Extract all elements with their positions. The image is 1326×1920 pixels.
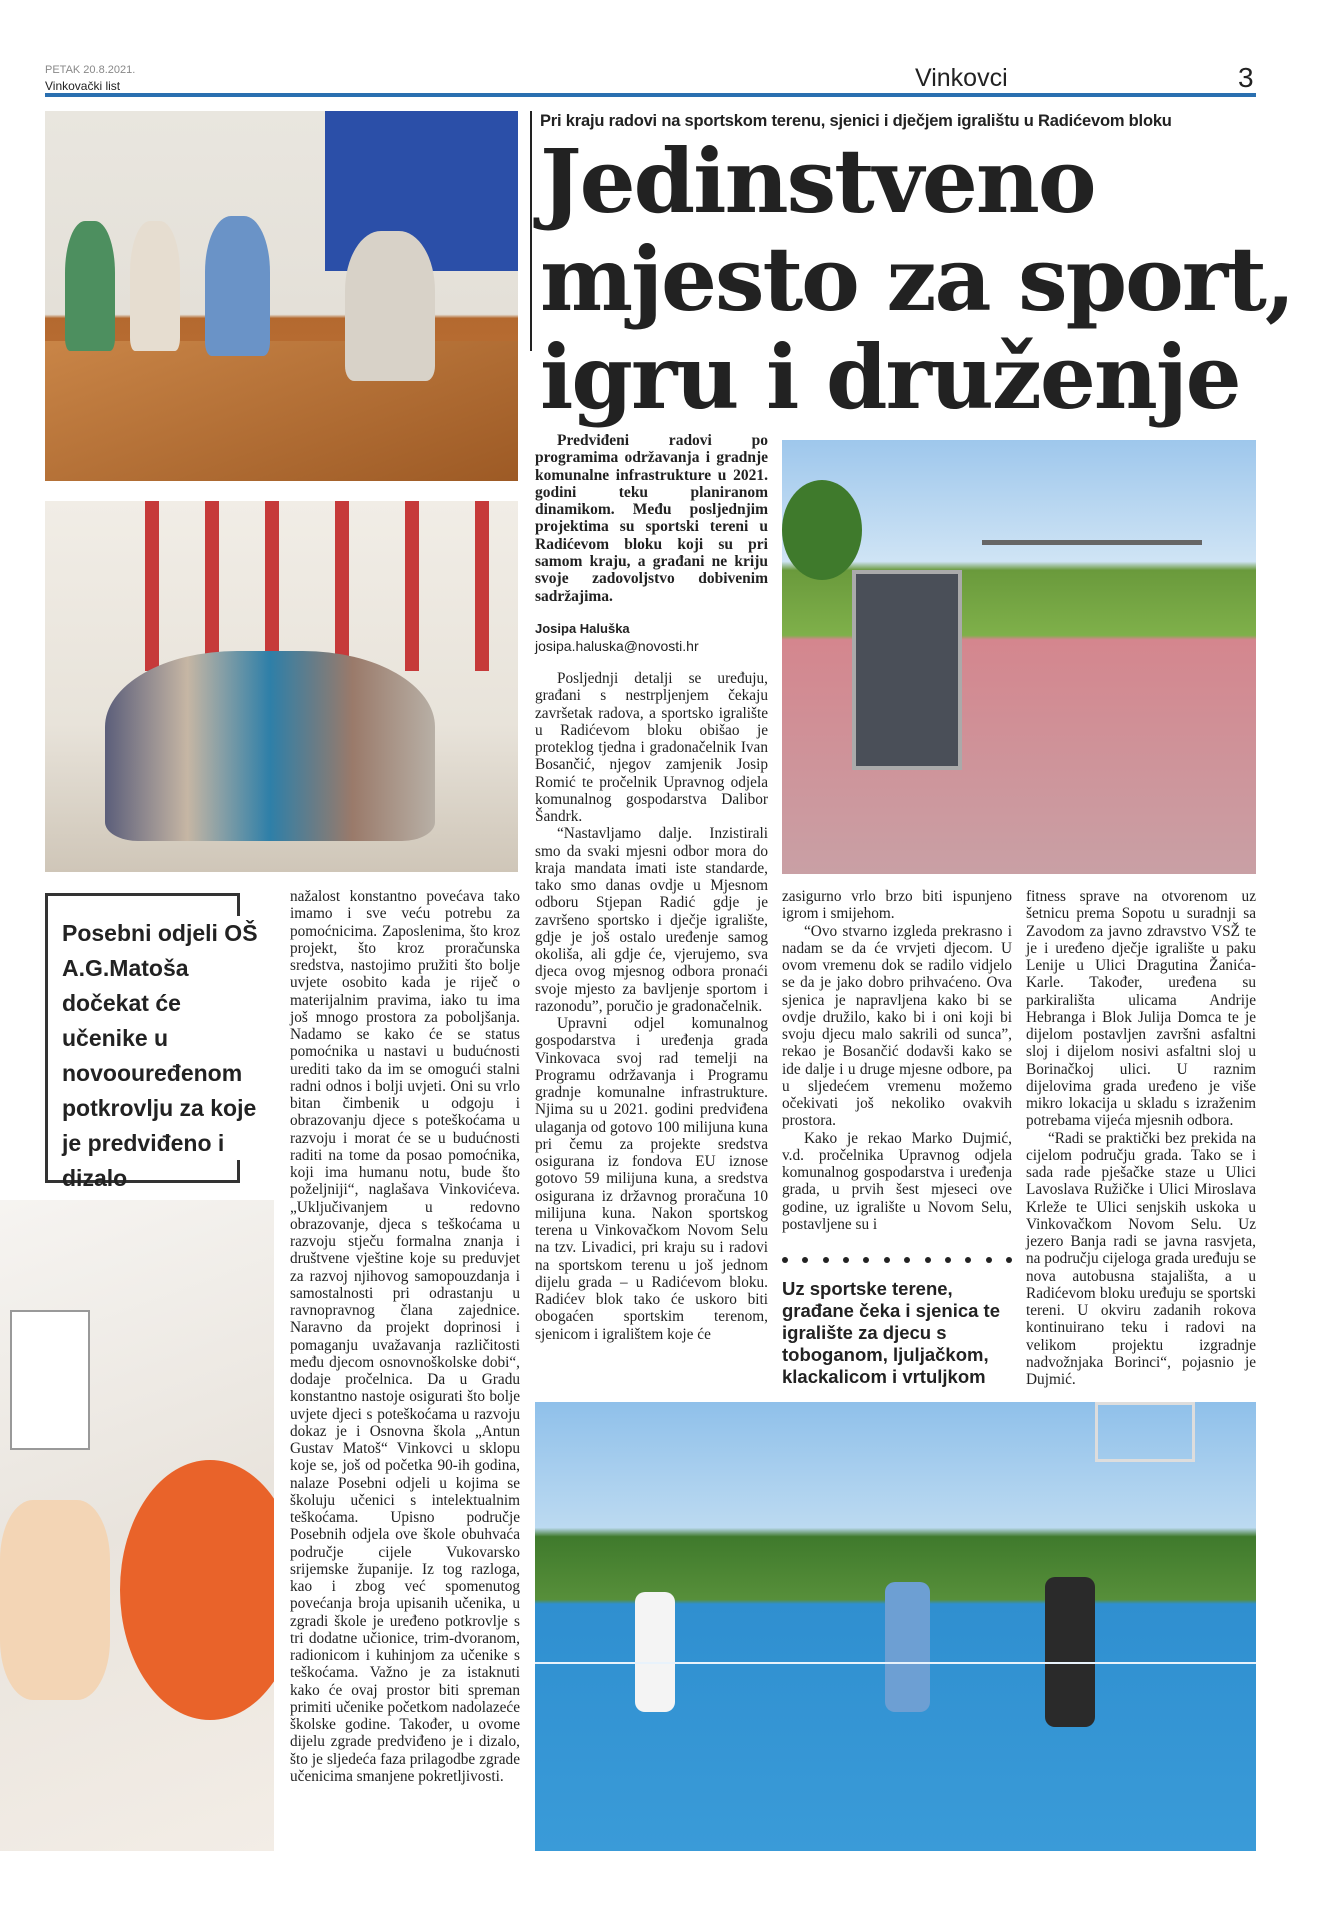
curtain bbox=[405, 501, 419, 671]
paragraph: Upravni odjel komunalnog gospodarstva i uređenja grada Vinkovaca svoj rad temelji na Programu održavanja i Programu gradnje komunalne infrastrukture. Njima su u 2021. godini predviđena ulaganja od gotovo 100 milijuna kuna pri čemu za projekte sredstva osigurana iz fondova EU iznose gotovo 59 milijuna kuna, a sredstva osigurana iz državnog proračuna 10 milijuna kuna. Nakon sportskog terena u Vinkovačkom Novom Selu na tzv. Livadici, pri kraju su i radovi na sportskom terenu u još jednom dijelu grada – u Radićevom bloku. Radićev blok tako će uskoro biti obogaćen sportskim terenom, sjenicom i igralištem koje će bbox=[535, 1015, 768, 1343]
person bbox=[205, 216, 270, 356]
paragraph: nažalost konstantno povećava tako imamo i sve veću potrebu za pomoćnicima. Zaposlenima, što kroz projekt, što kroz proračunska sredstva, nastojimo pružiti što bolje uvjete osobito kada je riječ o materijalnim pravima, iako tu ima još mnogo prostora za poboljšanja. Nadamo se kako će se status pomoćnika u nastavi u budućnosti urediti tako da im se omogući stalni radni odnos i bolji uvjeti. Oni su vrlo bitan čimbenik u odgoju i obrazovanju djece s poteškoćama u razvoju i morat će se u budućnosti raditi na tome da posao pomoćnika, koji ima humanu notu, bude što poželjniji“, naglašava Vinkovićeva. „Uključivanjem u redovno obrazovanje, djeca s teškoćama u razvoju stječu formalna znanja i društvene vještine koje su preduvjet za razvoj njihovog samopouzdanja i samostalnosti pri odrastanju u ravnopravnog člana zajednice. Naravno da projekt doprinosi i pomaganju uvažavanja različitosti među djecom osnovnoškolske dobi“, dodaje pročelnica. Da u Gradu konstantno nastoje osigurati što bolje uvjete djeci s poteškoćama u razvoju dokaz je i Osnovna škola „Antun Gustav Matoš“ Vinkovci u sklopu koje se, još od početka 90-ih godina, nalaze Posebni odjeli u kojima se školuju učenici s intelektualnim teškoćama. Upisno područje Posebnih odjela ove škole obuhvaća područje cijele Vukovarsko srijemske županije. Iz tog razloga, kao i zbog već spomenutog povećanja broja upisanih učenika, u zgradi škole je uređeno potkrovlje s tri dodatne učionice, trim-dvoranom, radionicom i kuhinjom za učenike s teškoćama. Važno je za istaknuti kako će ovaj prostor biti spreman primiti učenike početkom nadolazeće školske godine. Također, u ovome dijelu zgrade predviđeno je i dizalo, što je sljedeća faza prilagodbe zgrade učenicima smanjene pokretljivosti. bbox=[290, 888, 520, 1785]
paragraph: Posljednji detalji se uređuju, građani s nestrpljenjem čekaju završetak radova, a sportsko igralište u Radićevom bloku obišao je proteklog tjedna i gradonačelnik Ivan Bosančić, njegov zamjenik Josip Romić te pročelnik Upravnog odjela komunalnog gospodarstva Dalibor Šandrk. bbox=[535, 670, 768, 825]
subheading: Uz sportske terene, građane čeka i sjenica te igralište za djecu s toboganom, ljuljačkom, klackalicom i vrtuljkom bbox=[782, 1278, 1001, 1387]
photo-meeting bbox=[45, 111, 518, 481]
dotted-divider bbox=[782, 1257, 1012, 1263]
climbing-wall bbox=[852, 570, 962, 770]
person bbox=[345, 231, 435, 381]
person bbox=[1045, 1577, 1095, 1727]
lead-paragraph: Predviđeni radovi po programima održavanja i gradnje komunalne infrastrukture u 2021. godini teku planiranom dinamikom. Među posljednjim projektima su sportski tereni u Radićevom bloku koji su pri samom kraju, a građani ne kriju svoje zadovoljstvo dobivenim sadržajima. bbox=[535, 432, 768, 605]
header-rule bbox=[45, 93, 1256, 97]
pull-quote-frame bbox=[45, 893, 258, 1191]
headline bbox=[540, 129, 1294, 429]
person bbox=[635, 1592, 675, 1712]
person bbox=[130, 221, 180, 351]
worksheet bbox=[10, 1310, 90, 1450]
headline-line: igru i druženje bbox=[540, 325, 1240, 429]
paragraph: zasigurno vrlo brzo biti ispunjeno igrom i smijehom. bbox=[782, 888, 1012, 923]
photo-sports-court bbox=[535, 1402, 1256, 1851]
article-column-2 bbox=[782, 888, 1012, 1233]
issue-date: PETAK 20.8.2021. bbox=[45, 64, 136, 76]
kicker: Pri kraju radovi na sportskom terenu, sjenici i dječjem igralištu u Radićevom bloku bbox=[540, 112, 1172, 130]
child-hair bbox=[120, 1460, 274, 1720]
paragraph: “Ovo stvarno izgleda prekrasno i nadam se da će vrvjeti djecom. U ovom vremenu dok se radilo vidjelo se da je jako dobro prihvaćeno. Ova sjenica je napravljena kako bi se ovdje družilo, kako bi i oni koji bi svoju djecu malo sakrili od sunca”, rekao je Bosančić dodavši kako se ide dalje i u druge mjesne odbore, pa u sljedećem vremenu možemo očekivati još nekoliko ovakvih prostora. bbox=[782, 922, 1012, 1130]
person bbox=[885, 1582, 930, 1712]
headline-line: mjesto za sport, bbox=[540, 227, 1294, 331]
photo-child-learning bbox=[0, 1200, 274, 1851]
article-column-3 bbox=[1026, 888, 1256, 1388]
paragraph: fitness sprave na otvorenom uz šetnicu prema Sopotu u suradnji sa Zavodom za javno zdravstvo VSŽ te je i uređeno dječje igralište u paku Lenije u Ulici Dragutina Žanića-Karle. Također, uređena su parkirališta ulicama Andrije Hebranga i Blok Julija Domca te je dijelom postavljen završni asfaltni sloj i dijelom nosivi asfaltni sloj u Borinačkoj ulici. U raznim dijelovima grada uređeno je više mikro lokacija u skladu s izraženim potrebama vijeća mjesnih odbora. bbox=[1026, 888, 1256, 1130]
headline-line: Jedinstveno bbox=[540, 129, 1095, 233]
swing-frame bbox=[982, 540, 1202, 545]
side-story-body bbox=[290, 888, 520, 1785]
pull-quote: Posebni odjeli OŠ A.G.Matoša dočekat će učenike u novoouređenom potkrovlju za koje je predviđeno i dizalo bbox=[62, 920, 258, 1191]
curtain bbox=[335, 501, 349, 671]
hand bbox=[0, 1500, 110, 1700]
person bbox=[65, 221, 115, 351]
paragraph: Kako je rekao Marko Dujmić, v.d. pročelnika Upravnog odjela komunalnog gospodarstva i uređenja grada, u prvih šest mjeseci ove godine, uz igralište u Novom Selu, postavljene su i bbox=[782, 1129, 1012, 1233]
court-line bbox=[535, 1662, 1256, 1664]
curtain bbox=[475, 501, 489, 671]
curtain bbox=[205, 501, 219, 671]
tree bbox=[782, 480, 862, 580]
paragraph: “Nastavljamo dalje. Inzistirali smo da svaki mjesni odbor mora do kraja mandata imati iste standarde, tako smo danas ovdje u Mjesnom odboru Stjepan Radić gdje je završeno sportsko i dječje igralište, gdje je još ostalo uređenje samog okoliša, ali gdje će, vjerujemo, sva djeca ovog mjesnog odbora pronaći svoje mjesto za bavljenje sportom i razonodu”, poručio je gradonačelnik. bbox=[535, 825, 768, 1015]
page-number: 3 bbox=[1238, 62, 1254, 93]
section-title: Vinkovci bbox=[915, 64, 1008, 92]
author-email[interactable]: josipa.haluska@novosti.hr bbox=[535, 638, 699, 654]
kicker-rule bbox=[530, 111, 532, 351]
seated-audience bbox=[105, 651, 435, 841]
photo-playground bbox=[782, 440, 1256, 874]
paragraph: “Radi se praktički bez prekida na cijelom području grada. Tako se i sada rade pješačke staze u Ulici Lavoslava Ružičke i Ulici Miroslava Krleže te Ulici senjskih uskoka u Vinkovačkom Novom Selu. Uz jezero Banja radi se javna rasvjeta, na području cijeloga grada uređuju se nova autobusna stajališta, a u Radićevom bloku uređuju se sportski tereni. U okviru zadanih rokova kontinuirano teku i radovi na velikom projektu izgradnje nadvožnjaka Borinci“, pojasnio je Dujmić. bbox=[1026, 1129, 1256, 1388]
author-name: Josipa Haluška bbox=[535, 621, 630, 636]
photo-audience bbox=[45, 501, 518, 872]
curtain bbox=[265, 501, 279, 671]
conference-table bbox=[45, 341, 518, 481]
basketball-backboard bbox=[1095, 1402, 1195, 1462]
newspaper-name: Vinkovački list bbox=[45, 79, 121, 93]
frame-bar bbox=[237, 896, 240, 916]
curtain bbox=[145, 501, 159, 671]
article-column-1 bbox=[535, 670, 768, 1343]
